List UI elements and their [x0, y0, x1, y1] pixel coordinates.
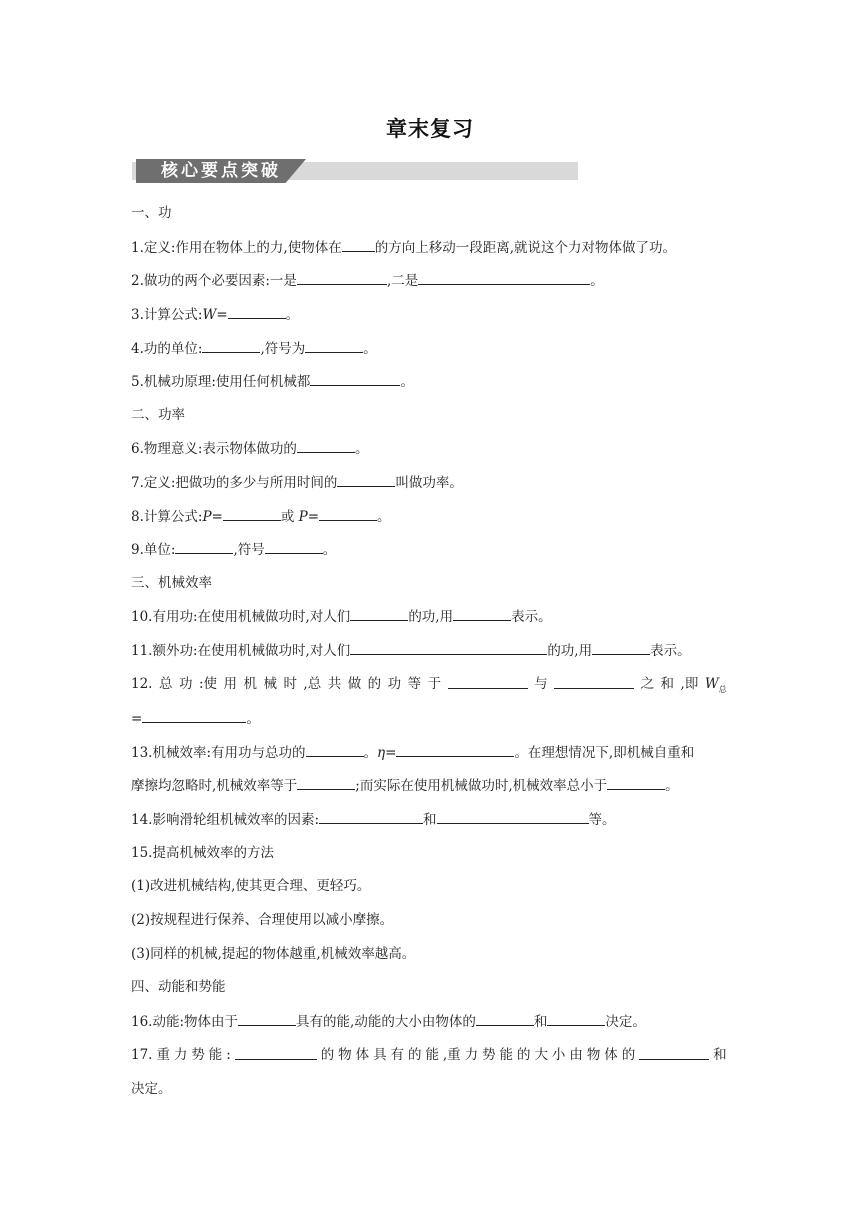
answer-blank[interactable] [310, 371, 400, 386]
answer-blank[interactable] [297, 270, 387, 285]
answer-blank[interactable] [476, 1011, 534, 1026]
answer-blank[interactable] [306, 742, 364, 757]
page-title: 章末复习 [386, 117, 474, 141]
item-15-method-2: (2)按规程进行保养、合理使用以减小摩擦。 [131, 912, 394, 928]
item-2-factors: 2.做功的两个必要因素:一是 ,二是 。 [131, 270, 604, 291]
item-17-potential: 17. 重 力 势 能 : 的 物 体 具 有 的 能 ,重 力 势 能 的 大 小 由 物 体 的 和 [131, 1047, 727, 1063]
answer-blank[interactable] [342, 237, 375, 252]
answer-blank[interactable] [175, 539, 233, 554]
answer-blank[interactable] [319, 506, 377, 521]
answer-blank[interactable] [297, 775, 355, 790]
answer-blank[interactable] [453, 606, 511, 621]
answer-blank[interactable] [350, 640, 547, 655]
answer-blank[interactable] [235, 1045, 317, 1060]
heading-energy: 四、动能和势能 [131, 979, 226, 995]
answer-blank[interactable] [547, 1011, 605, 1026]
item-14-factors: 14.影响滑轮组机械效率的因素: 和 等。 [131, 809, 616, 830]
answer-blank[interactable] [396, 742, 514, 757]
answer-blank[interactable] [228, 304, 286, 319]
answer-blank[interactable] [305, 338, 363, 353]
item-6-meaning: 6.物理意义:表示物体做功的 。 [131, 438, 368, 459]
item-12-total-work: 12. 总 功 :使 用 机 械 时 ,总 共 做 的 功 等 于 与 之 和 ,即 $W_总$ [131, 676, 727, 694]
item-13-continued: 摩擦均忽略时,机械效率等于 ;而实际在使用机械做功时,机械效率总小于 。 [131, 775, 679, 796]
heading-power: 二、功率 [131, 407, 185, 423]
item-4-unit: 4.功的单位: ,符号为 。 [131, 338, 377, 359]
answer-blank[interactable] [350, 606, 408, 621]
heading-work: 一、功 [131, 205, 172, 221]
item-15-method-3: (3)同样的机械,提起的物体越重,机械效率越高。 [131, 946, 416, 962]
answer-blank[interactable] [297, 438, 355, 453]
item-10-useful-work: 10.有用功:在使用机械做功时,对人们 的功,用 表示。 [131, 606, 552, 627]
item-17-continued: 决定。 [131, 1081, 172, 1097]
section-banner-label: 核心要点突破 [161, 161, 281, 181]
heading-efficiency: 三、机械效率 [131, 575, 212, 591]
answer-blank[interactable] [202, 338, 260, 353]
answer-blank[interactable] [337, 472, 395, 487]
answer-blank[interactable] [142, 708, 246, 723]
answer-blank[interactable] [437, 809, 589, 824]
item-11-extra-work: 11.额外功:在使用机械做功时,对人们 的功,用 表示。 [131, 640, 691, 661]
item-13-efficiency: 13.机械效率:有用功与总功的 。η= 。在理想情况下,即机械自重和 [131, 742, 694, 763]
item-12-continued: = 。 [131, 708, 260, 729]
answer-blank[interactable] [223, 506, 281, 521]
answer-blank[interactable] [554, 674, 634, 689]
answer-blank[interactable] [418, 270, 590, 285]
answer-blank[interactable] [592, 640, 650, 655]
answer-blank[interactable] [238, 1011, 296, 1026]
item-1-definition: 1.定义:作用在物体上的力,使物体在 的方向上移动一段距离,就说这个力对物体做了功。 [131, 237, 676, 258]
answer-blank[interactable] [265, 539, 323, 554]
answer-blank[interactable] [319, 809, 423, 824]
item-5-principle: 5.机械功原理:使用任何机械都 。 [131, 371, 414, 392]
answer-blank[interactable] [448, 674, 528, 689]
answer-blank[interactable] [607, 775, 665, 790]
answer-blank[interactable] [639, 1045, 709, 1060]
item-15-method-1: (1)改进机械结构,使其更合理、更轻巧。 [131, 878, 371, 894]
item-15-methods: 15.提高机械效率的方法 [131, 845, 274, 861]
item-7-definition: 7.定义:把做功的多少与所用时间的 叫做功率。 [131, 472, 463, 493]
section-banner [132, 159, 578, 183]
item-16-kinetic: 16.动能:物体由于 具有的能,动能的大小由物体的 和 决定。 [131, 1011, 646, 1032]
item-8-formula: 8.计算公式:P= 或 P= 。 [131, 506, 391, 527]
item-9-unit: 9.单位: ,符号 。 [131, 539, 336, 560]
item-3-formula: 3.计算公式:W= 。 [131, 304, 299, 325]
